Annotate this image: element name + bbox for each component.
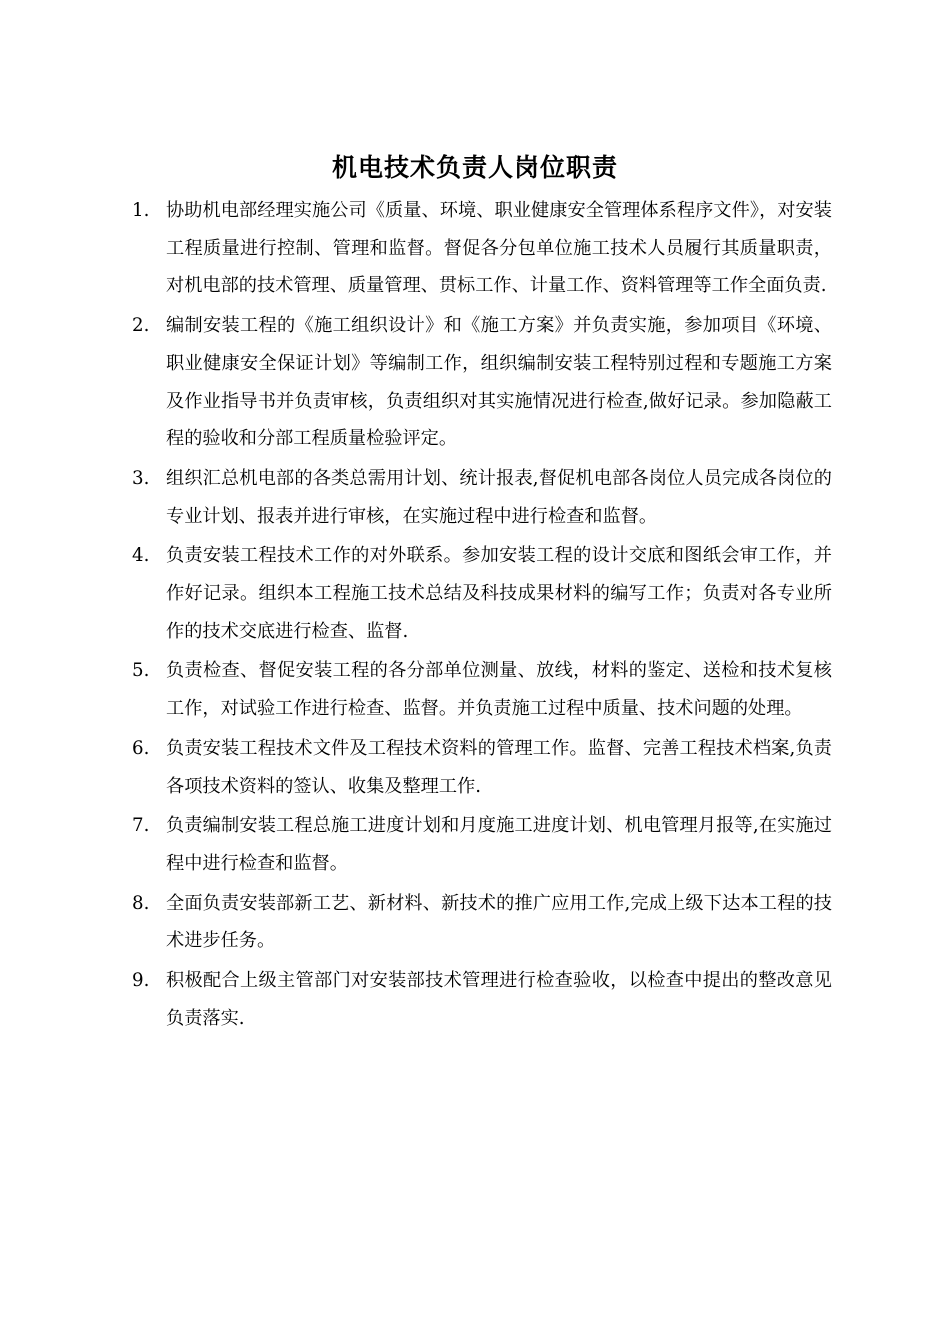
duty-text: 编制安装工程的《施工组织设计》和《施工方案》并负责实施，参加项目《环境、职业健康安全保证计划》等编制工作，组织编制安装工程特别过程和专题施工方案及作业指导书并负责审核，负责组织对其实施情况进行检查,做好记录。参加隐蔽工程的验收和分部工程质量检验评定。	[166, 315, 832, 450]
duty-number: 7.	[132, 815, 150, 837]
duty-text: 积极配合上级主管部门对安装部技术管理进行检查验收，以检查中提出的整改意见负责落实.	[166, 970, 832, 1029]
duty-text: 负责编制安装工程总施工进度计划和月度施工进度计划、机电管理月报等,在实施过程中进行检查和监督。	[166, 815, 832, 874]
duty-item-2	[132, 307, 832, 458]
duty-number: 8.	[132, 892, 150, 914]
duty-item-8	[132, 885, 832, 960]
duty-number: 9.	[132, 970, 150, 992]
duty-number: 5.	[132, 660, 150, 682]
duty-item-1	[132, 192, 832, 305]
duty-list	[132, 192, 832, 1039]
duty-text: 协助机电部经理实施公司《质量、环境、职业健康安全管理体系程序文件》，对安装工程质量进行控制、管理和监督。督促各分包单位施工技术人员履行其质量职责，对机电部的技术管理、质量管理、贯标工作、计量工作、资料管理等工作全面负责.	[166, 200, 832, 297]
duty-text: 组织汇总机电部的各类总需用计划、统计报表,督促机电部各岗位人员完成各岗位的专业计划、报表并进行审核，在实施过程中进行检查和监督。	[166, 467, 832, 527]
duty-number: 1.	[132, 200, 150, 221]
duty-number: 2.	[132, 315, 150, 337]
duty-text: 负责安装工程技术文件及工程技术资料的管理工作。监督、完善工程技术档案,负责各项技术资料的签认、收集及整理工作.	[166, 737, 832, 797]
duty-item-9	[132, 962, 832, 1037]
duty-item-6	[132, 730, 832, 805]
duty-text: 负责安装工程技术工作的对外联系。参加安装工程的设计交底和图纸会审工作，并作好记录。组织本工程施工技术总结及科技成果材料的编写工作；负责对各专业所作的技术交底进行检查、监督.	[166, 545, 832, 642]
duty-number: 3.	[132, 467, 150, 489]
duty-number: 6.	[132, 737, 150, 759]
duty-item-7	[132, 807, 832, 882]
page-title: 机电技术负责人岗位职责	[331, 153, 618, 182]
duty-text: 负责检查、督促安装工程的各分部单位测量、放线，材料的鉴定、送检和技术复核工作，对试验工作进行检查、监督。并负责施工过程中质量、技术问题的处理。	[166, 660, 832, 720]
duty-text: 全面负责安装部新工艺、新材料、新技术的推广应用工作,完成上级下达本工程的技术进步任务。	[166, 892, 832, 952]
duty-item-3	[132, 460, 832, 535]
duty-number: 4.	[132, 545, 150, 567]
duty-item-4	[132, 537, 832, 650]
duty-item-5	[132, 652, 832, 727]
